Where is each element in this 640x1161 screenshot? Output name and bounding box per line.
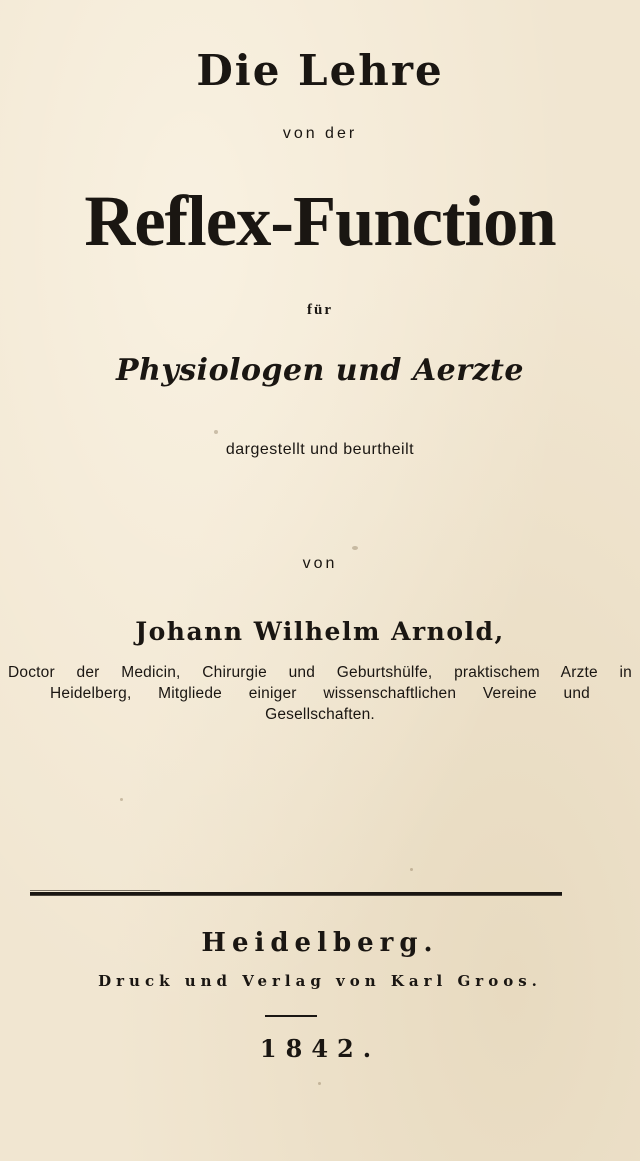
author-name: Johann Wilhelm Arnold, <box>135 617 505 646</box>
subtitle-dargestellt: dargestellt und beurtheilt <box>225 441 415 458</box>
title-top: Die Lehre <box>196 46 444 95</box>
imprint-city: Heidelberg. <box>201 928 439 958</box>
divider-rule <box>30 892 562 896</box>
author-credentials <box>8 662 632 725</box>
paper-speck <box>120 798 123 801</box>
paper-speck <box>214 430 218 434</box>
title-connector-fuer: für <box>307 302 333 318</box>
author-connector-von: von <box>302 555 338 572</box>
credentials-line-1: Doctor der Medicin, Chirurgie und Geburtshülfe, praktischem Arzte in <box>8 664 632 681</box>
audience-line: Physiologen und Aerzte <box>115 353 525 388</box>
credentials-line-2: Heidelberg, Mitgliede einiger wissenschaftlichen Vereine und <box>50 685 590 702</box>
main-title: Reflex-Function <box>84 181 556 261</box>
paper-speck <box>410 868 413 871</box>
short-divider-rule <box>265 1015 317 1017</box>
credentials-line-3: Gesellschaften. <box>265 706 375 723</box>
paper-speck <box>318 1082 321 1085</box>
rule-hairline <box>30 890 160 891</box>
paper-speck <box>352 546 358 550</box>
imprint-publisher: Druck und Verlag von Karl Groos. <box>98 972 542 990</box>
imprint-year: 1842. <box>259 1034 381 1063</box>
title-connector-von-der: von der <box>282 125 358 142</box>
